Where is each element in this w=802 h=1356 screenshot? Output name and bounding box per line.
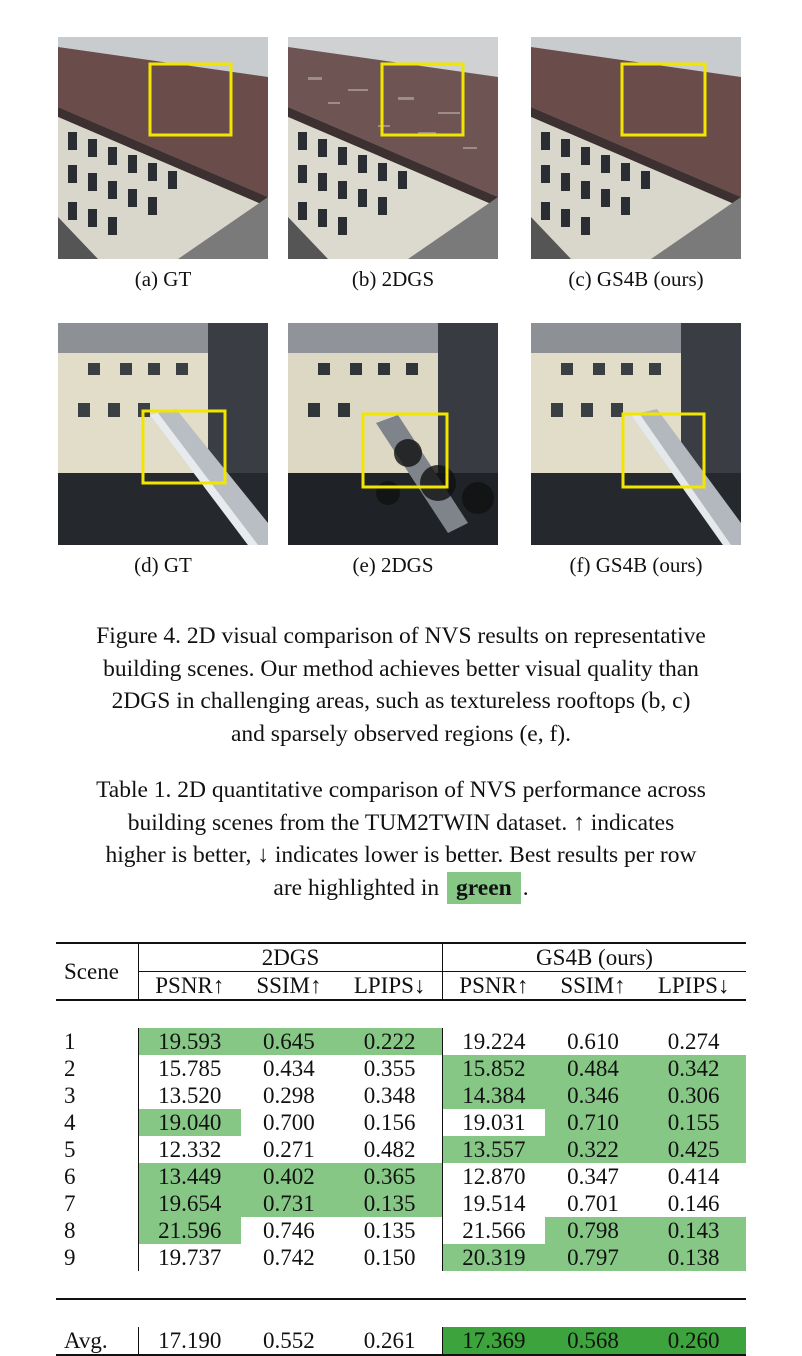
value-cell: 0.146 [667,1191,720,1216]
value-cell: 0.342 [641,1055,746,1082]
value-cell: 0.402 [241,1163,338,1190]
value-cell: 0.700 [263,1110,315,1135]
value-cell: 0.798 [545,1217,642,1244]
value-cell: 0.143 [641,1217,746,1244]
value-cell: 13.520 [139,1082,241,1109]
value-cell: 13.449 [139,1163,241,1190]
value-cell: 17.190 [139,1327,241,1355]
subcaption-f: (f) GS4B (ours) [569,553,703,577]
value-cell: 0.552 [263,1328,315,1353]
value-cell: 0.610 [567,1029,619,1054]
value-cell: 15.785 [139,1055,241,1082]
table-caption-line: building scenes from the TUM2TWIN dataset. ↑ indicates [127,809,675,836]
metric-header: PSNR↑ [443,972,545,1001]
table-row [56,1217,746,1244]
scene-header: Scene [64,959,119,984]
value-cell: 0.425 [641,1136,746,1163]
metric-header: LPIPS↓ [353,973,426,998]
value-cell: 0.645 [241,1028,338,1055]
value-cell: 0.135 [337,1190,442,1217]
value-cell: 15.852 [443,1055,545,1082]
value-cell: 0.274 [667,1029,720,1054]
value-cell: 0.355 [363,1056,416,1081]
value-cell: 0.322 [545,1136,642,1163]
value-cell: 0.155 [641,1109,746,1136]
scene-cell: 9 [64,1245,76,1270]
value-cell: 0.742 [263,1245,315,1270]
value-cell: 0.298 [263,1083,315,1108]
value-cell: 0.710 [545,1109,642,1136]
table-caption-prefix: are highlighted in [273,874,440,901]
group-header-2dgs: 2DGS [139,943,443,972]
metric-header: SSIM↑ [560,973,626,998]
green-highlight-chip: green [447,872,521,904]
figure-caption-line: and sparsely observed regions (e, f). [231,720,571,747]
value-cell: 20.319 [443,1244,545,1271]
value-cell: 14.384 [443,1082,545,1109]
table-caption-suffix: . [522,874,529,901]
value-cell: 13.557 [443,1136,545,1163]
value-cell: 0.135 [363,1218,416,1243]
value-cell: 0.347 [567,1164,619,1189]
scene-cell: 1 [64,1029,76,1054]
table-header-metrics [56,972,746,1001]
table-row [56,1190,746,1217]
table-row [56,1055,746,1082]
table-caption-line: Table 1. 2D quantitative comparison of NVS performance across [96,777,706,803]
value-cell: 0.260 [641,1327,746,1355]
value-cell: 0.271 [263,1137,315,1162]
value-cell: 0.701 [567,1191,619,1216]
scene-cell: 3 [64,1083,76,1108]
subcaption-e: (e) 2DGS [352,553,434,577]
value-cell: 0.306 [641,1082,746,1109]
avg-label-cell: Avg. [64,1328,108,1353]
image-2dgs-rooftop [288,37,498,259]
scene-cell: 2 [64,1056,76,1081]
value-cell: 0.482 [363,1137,416,1162]
table-row-average [56,1327,746,1355]
group-header-gs4b: GS4B (ours) [443,943,746,972]
image-gt-crane [58,323,268,545]
metric-header: PSNR↑ [139,972,241,1001]
figure-caption-line: 2DGS in challenging areas, such as textureless rooftops (b, c) [111,688,691,714]
scene-cell: 4 [64,1110,76,1135]
value-cell: 12.332 [139,1136,241,1163]
value-cell: 0.222 [337,1028,442,1055]
figure-caption [40,620,762,750]
scene-cell: 5 [64,1137,76,1162]
table-header-groups [56,943,746,972]
table-row [56,1028,746,1055]
value-cell: 0.346 [545,1082,642,1109]
value-cell: 0.434 [263,1056,315,1081]
value-cell: 19.514 [443,1190,545,1217]
value-cell: 19.031 [443,1109,545,1136]
table-row [56,1244,746,1271]
value-cell: 21.566 [443,1217,545,1244]
value-cell: 12.870 [443,1163,545,1190]
subcaption-a: (a) GT [134,267,192,291]
table-row [56,1082,746,1109]
scene-cell: 8 [64,1218,76,1243]
metric-header: LPIPS↓ [657,973,730,998]
scene-cell: 6 [64,1164,76,1189]
subcaption-c: (c) GS4B (ours) [568,267,704,291]
value-cell: 0.138 [641,1244,746,1271]
metric-header: SSIM↑ [256,973,322,998]
value-cell: 19.654 [139,1190,241,1217]
table-caption-line [40,872,762,905]
value-cell: 0.261 [363,1328,416,1353]
value-cell: 0.731 [241,1190,338,1217]
image-gt-rooftop [58,37,268,259]
scene-cell: 7 [64,1191,76,1216]
table-row [56,1109,746,1136]
table-row [56,1136,746,1163]
image-gs4b-crane [531,323,741,545]
value-cell: 0.797 [545,1244,642,1271]
value-cell: 0.484 [545,1055,642,1082]
value-cell: 17.369 [443,1327,545,1355]
results-table [56,942,746,1356]
value-cell: 21.596 [139,1217,241,1244]
value-cell: 19.040 [139,1109,241,1136]
value-cell: 0.568 [545,1327,642,1355]
figure-caption-line: building scenes. Our method achieves better visual quality than [103,655,699,682]
value-cell: 0.365 [337,1163,442,1190]
value-cell: 19.593 [139,1028,241,1055]
table-row [56,1163,746,1190]
figure-caption-line: Figure 4. 2D visual comparison of NVS results on representative [96,623,706,649]
image-2dgs-crane [288,323,498,545]
value-cell: 0.156 [363,1110,416,1135]
value-cell: 0.746 [263,1218,315,1243]
value-cell: 19.224 [443,1028,545,1055]
value-cell: 0.414 [667,1164,720,1189]
table-caption-line: higher is better, ↓ indicates lower is better. Best results per row [105,842,697,868]
image-gs4b-rooftop [531,37,741,259]
value-cell: 0.150 [363,1245,416,1270]
value-cell: 19.737 [139,1244,241,1271]
value-cell: 0.348 [363,1083,416,1108]
subcaption-d: (d) GT [134,553,192,577]
table-caption [40,774,762,904]
subcaption-b: (b) 2DGS [351,267,435,291]
